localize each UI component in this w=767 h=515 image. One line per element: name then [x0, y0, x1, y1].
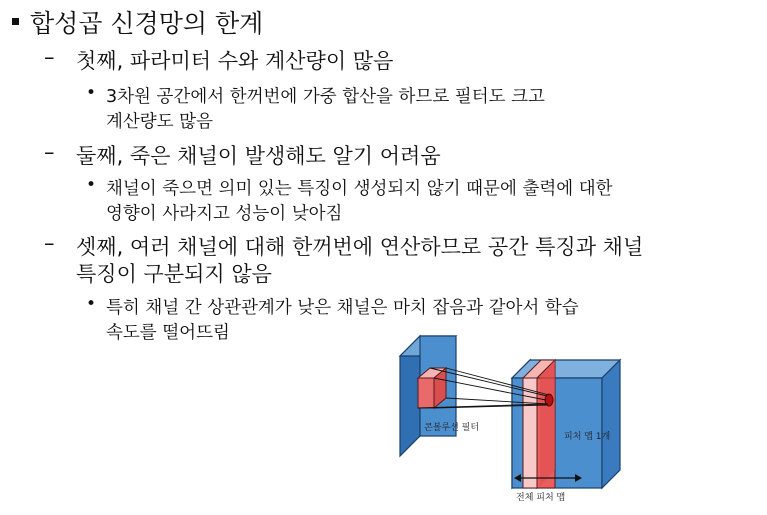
item-3-text-line-2: 특징이 구분되지 않음 [76, 262, 272, 286]
dash-bullet: – [44, 45, 55, 69]
dot-bullet: • [86, 294, 97, 314]
item-1-sub-line-1: 3차원 공간에서 한꺼번에 가중 합산을 하므로 필터도 크고 [106, 87, 545, 107]
item-2-text: 둘째, 죽은 채널이 발생해도 알기 어려움 [76, 144, 441, 168]
featuremap-shade [540, 360, 555, 486]
item-2-sub-line-1: 채널이 죽으면 의미 있는 특징이 생성되지 않기 때문에 출력에 대한 [106, 179, 613, 199]
featuremap-edge [523, 378, 537, 488]
slide-title: 합성곱 신경망의 한계 [30, 9, 264, 38]
convolution-diagram [390, 318, 652, 510]
dash-bullet: – [44, 231, 55, 255]
featuremap-label: 피처 맵 1개 [564, 432, 611, 442]
dot-bullet: • [86, 175, 97, 195]
item-2-sub-line-2: 영향이 사라지고 성능이 낮아짐 [106, 204, 343, 224]
item-3-sub-line-1: 특히 채널 간 상관관계가 낮은 채널은 마치 잡음과 같아서 학습 [106, 298, 579, 318]
filter-label: 콘볼루션 필터 [424, 423, 480, 433]
all-featuremaps-label: 전체 피처 맵 [516, 493, 566, 503]
dash-bullet: – [44, 140, 55, 164]
dot-bullet: • [86, 83, 97, 103]
output-block-side-right [602, 360, 620, 488]
item-1-sub-line-2: 계산량도 많음 [106, 112, 213, 132]
item-1-text: 첫째, 파라미터 수와 계산량이 많음 [76, 49, 394, 73]
item-3-sub-line-2: 속도를 떨어뜨림 [106, 323, 230, 343]
title-bullet [12, 18, 19, 25]
filter-front [418, 378, 434, 408]
item-3-text-line-1: 셋째, 여러 채널에 대해 한꺼번에 연산하므로 공간 특징과 채널 [76, 235, 644, 259]
